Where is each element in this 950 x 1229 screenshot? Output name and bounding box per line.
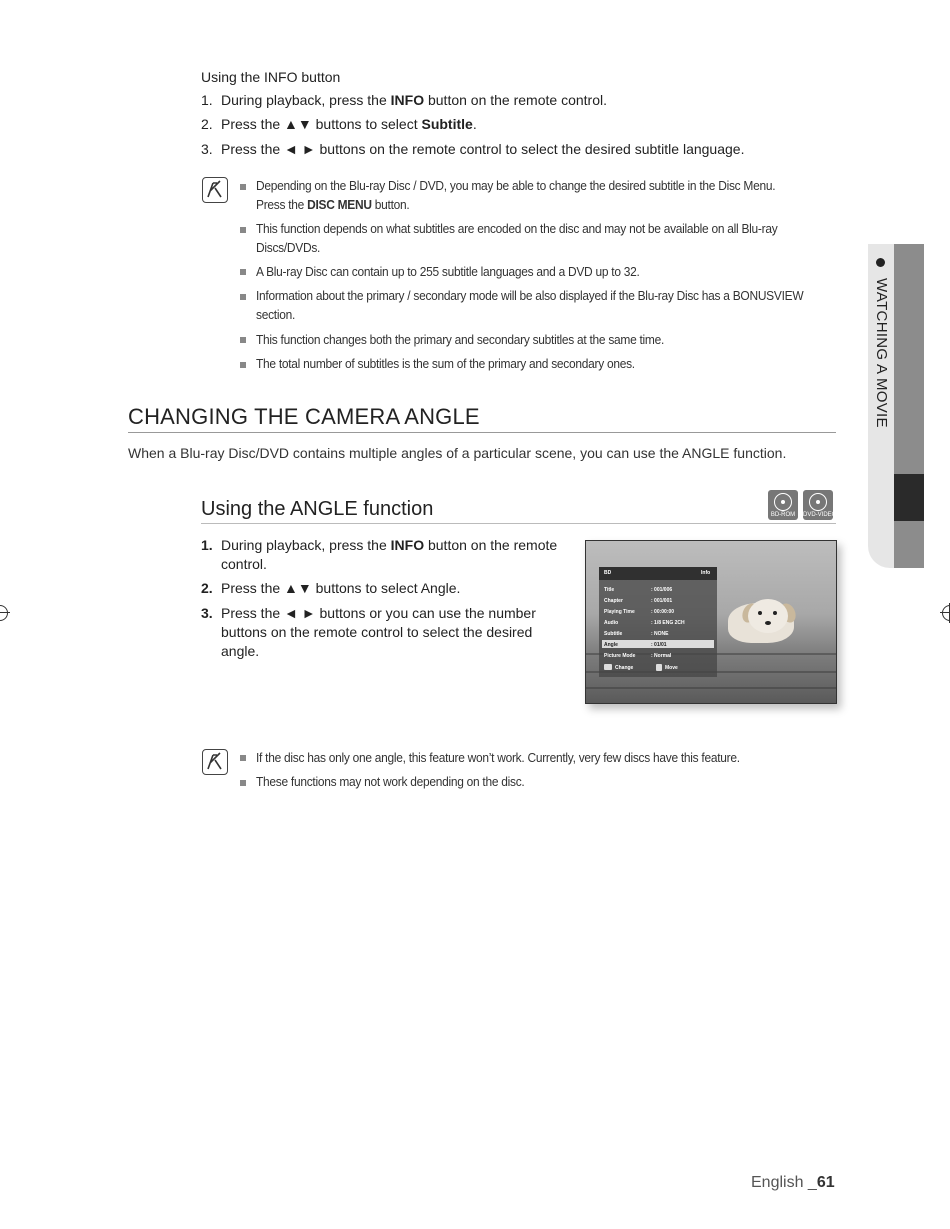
note2-item-2: These functions may not work depending on the disc.: [256, 774, 525, 789]
note-bullet: [240, 269, 246, 275]
side-tab-grey-upper: [894, 244, 924, 474]
registration-mark-left: [0, 605, 8, 621]
angle-rule: [201, 523, 836, 524]
osd-row-value: : 01/01: [651, 642, 667, 648]
note-bullet: [240, 755, 246, 761]
bd-rom-label: BD-ROM: [770, 512, 796, 518]
puppy-nose: [765, 621, 771, 625]
step-text: During playback, press the: [221, 537, 391, 553]
angle-step-1: [201, 537, 557, 553]
note-bold: DISC MENU: [307, 197, 372, 212]
step-bold: INFO: [390, 92, 425, 108]
dvd-video-icon: [803, 490, 837, 520]
change-key-icon: [604, 664, 612, 670]
note-bullet: [240, 337, 246, 343]
osd-footer-move: Move: [665, 665, 678, 671]
disc-dot: [816, 500, 820, 504]
step-text: Press the ◄ ► buttons on the remote control to select the desired subtitle language.: [221, 141, 745, 157]
note-text: Press the: [256, 197, 308, 212]
section-title: CHANGING THE CAMERA ANGLE: [128, 404, 480, 429]
note-item-1-line1: Depending on the Blu-ray Disc / DVD, you may be able to change the desired subtitle in the Disc Menu.: [256, 178, 776, 193]
step-bold: Angle: [420, 580, 457, 596]
registration-mark-right: [942, 605, 950, 621]
osd-row-value: : NONE: [651, 631, 669, 637]
note-bullet: [240, 227, 246, 233]
note-text-end: button.: [371, 197, 410, 212]
note-item-5-line1: This function changes both the primary and secondary subtitles at the same time.: [256, 332, 665, 347]
note-item-3-line1: A Blu-ray Disc can contain up to 255 subtitle languages and a DVD up to 32.: [256, 264, 640, 279]
note-bullet: [240, 294, 246, 300]
page-number: 61: [816, 1174, 835, 1191]
step-text-end: .: [472, 116, 477, 132]
note-item-4-line1: Information about the primary / secondary mode will be also displayed if the Blu-ray Disc has a BONUSVIEW: [256, 288, 804, 303]
osd-header: [599, 567, 717, 580]
angle-step-1-line2: control.: [221, 556, 267, 572]
note-item-4-line2: section.: [256, 307, 296, 322]
step-text: During playback, press the: [221, 92, 391, 108]
osd-row-label: Subtitle: [604, 631, 623, 637]
puppy-eye: [773, 611, 777, 615]
note-icon: [202, 177, 228, 203]
step-text: Press the ▲▼ buttons to select: [221, 580, 421, 596]
angle-step-3-line3: angle.: [221, 643, 260, 659]
osd-row-value: : 00:00:00: [651, 609, 675, 615]
step-number: 3.: [201, 141, 213, 157]
osd-left-title: BD: [604, 570, 612, 576]
step-number: 3.: [201, 605, 213, 621]
side-tab-label-wrap: [868, 278, 894, 478]
page-footer: [751, 1174, 835, 1192]
step-number: 2.: [201, 116, 213, 132]
wood-plank: [586, 687, 836, 689]
side-tab-dot-icon: [876, 258, 885, 267]
osd-row-label: Chapter: [604, 598, 623, 604]
info-step-3: [201, 141, 744, 157]
osd-row-label: Audio: [604, 620, 619, 626]
section-rule: [128, 432, 836, 433]
osd-footer-change: Change: [615, 665, 634, 671]
disc-dot: [781, 500, 785, 504]
osd-row-value: : 001/001: [651, 598, 673, 604]
info-osd-panel: [599, 567, 717, 677]
osd-row-label: Title: [604, 587, 615, 593]
note-bullet: [240, 780, 246, 786]
side-tab-grey-lower: [894, 521, 924, 568]
puppy-eye: [758, 611, 762, 615]
side-tab-dark-block: [894, 474, 924, 521]
move-key-icon: [656, 664, 662, 671]
step-bold: Subtitle: [421, 116, 473, 132]
dvd-video-label: DVD-VIDEO: [803, 512, 837, 518]
step-number: 2.: [201, 580, 213, 596]
osd-right-title: Info: [701, 570, 711, 576]
section-intro: When a Blu-ray Disc/DVD contains multiple angles of a particular scene, you can use the ANGLE function.: [128, 445, 787, 461]
info-step-1: [201, 92, 607, 108]
step-text-end: button on the remote: [424, 537, 558, 553]
info-heading: Using the INFO button: [201, 69, 341, 85]
step-number: 1.: [201, 537, 213, 553]
angle-step-2: [201, 580, 460, 596]
angle-heading: Using the ANGLE function: [201, 498, 434, 520]
osd-row-label: Playing Time: [604, 609, 635, 615]
osd-row-label: Picture Mode: [604, 653, 636, 659]
angle-step-3: [201, 605, 536, 621]
note-item-6-line1: The total number of subtitles is the sum of the primary and secondary ones.: [256, 356, 635, 371]
note-icon: [202, 749, 228, 775]
step-text-end: .: [456, 580, 461, 596]
step-text: Press the ◄ ► buttons or you can use the number: [221, 605, 536, 621]
footer-language: English _: [751, 1174, 817, 1191]
side-tab-label: WATCHING A MOVIE: [873, 278, 890, 428]
step-number: 1.: [201, 92, 213, 108]
note-item-2-line1: This function depends on what subtitles are encoded on the disc and may not be available on all Blu-ray: [256, 221, 778, 236]
step-bold: INFO: [390, 537, 425, 553]
note2-item-1: If the disc has only one angle, this feature won’t work. Currently, very few discs have this feature.: [256, 750, 740, 765]
bd-rom-icon: [768, 490, 798, 520]
info-step-2: [201, 116, 477, 132]
angle-step-3-line2: buttons on the remote control to select the desired: [221, 624, 533, 640]
step-text-end: button on the remote control.: [424, 92, 607, 108]
step-text: Press the ▲▼ buttons to select: [221, 116, 422, 132]
note-item-1-line2: [256, 197, 409, 212]
note-bullet: [240, 362, 246, 368]
osd-row-value: : Normal: [651, 653, 672, 659]
osd-row-label: Angle: [604, 642, 618, 648]
tv-screen-image: [585, 540, 837, 704]
note-item-2-line2: Discs/DVDs.: [256, 240, 321, 255]
puppy-head: [748, 599, 788, 633]
osd-row-value: : 001/006: [651, 587, 673, 593]
note-bullet: [240, 184, 246, 190]
osd-row-value: : 1/8 ENG 2CH: [651, 620, 685, 626]
